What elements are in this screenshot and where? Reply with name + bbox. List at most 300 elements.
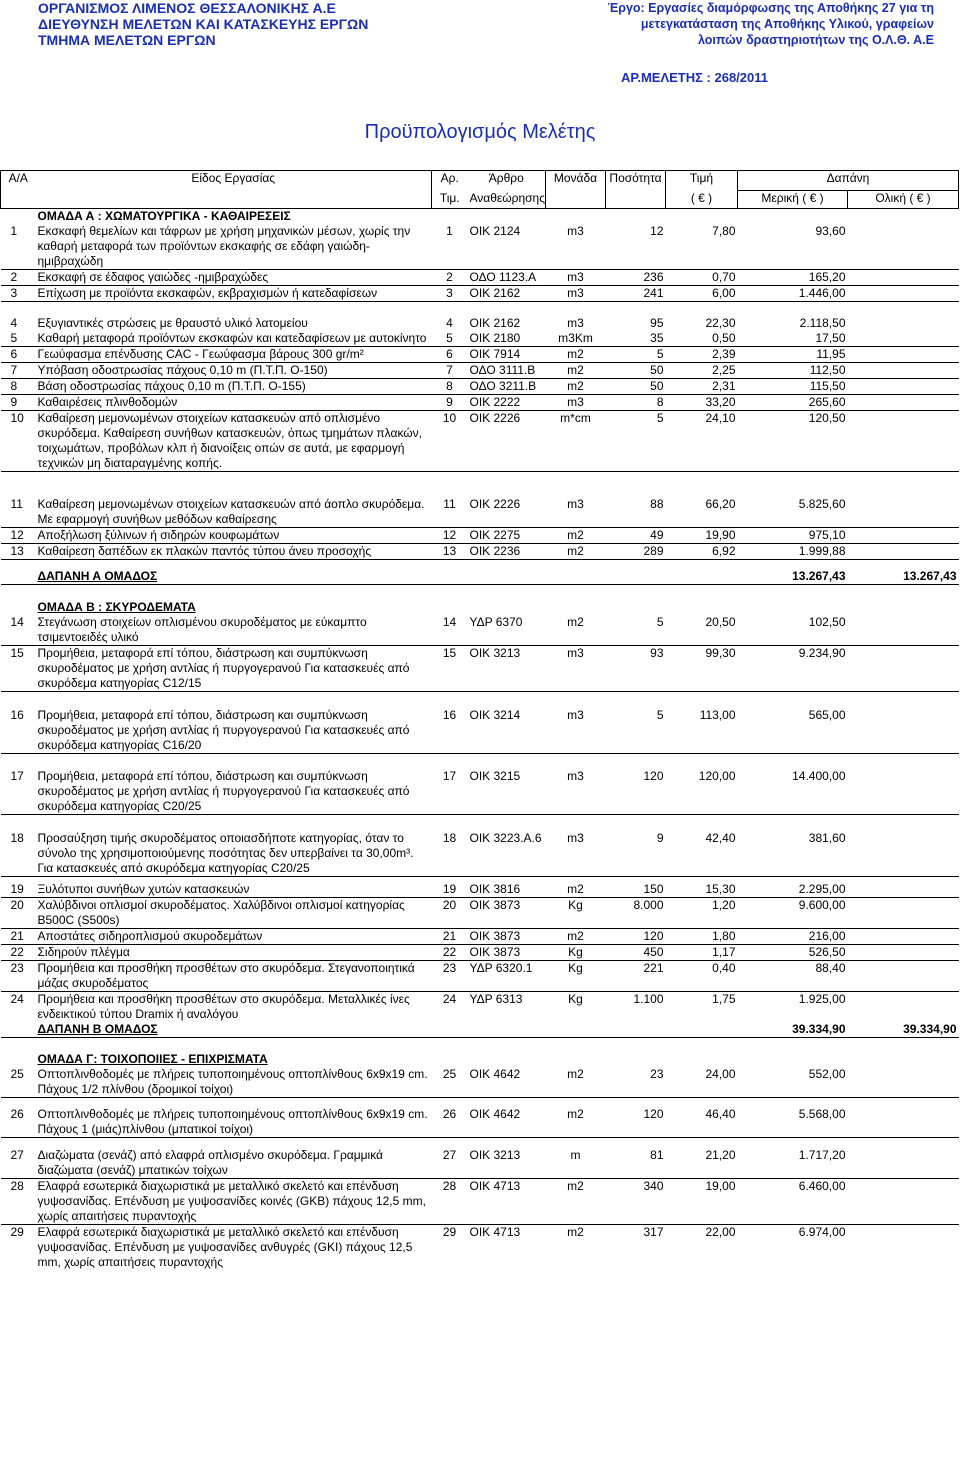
price-number: 11 <box>432 497 468 528</box>
work-description: Οπτοπλινθοδομές με πλήρεις τυποποιημένους οπτοπλίνθους 6x9x19 cm. Πάχους 1 (μιάς)πλίνθου (μπατικοί τοίχοι) <box>36 1107 432 1138</box>
revision-article: ΟΙΚ 3214 <box>468 708 546 754</box>
row-number: 3 <box>1 286 36 302</box>
unit: m <box>546 1148 606 1179</box>
row-number: 19 <box>1 882 36 898</box>
group-total-partial: 13.267,43 <box>738 569 848 585</box>
revision-article: ΟΙΚ 7914 <box>468 346 546 362</box>
price-number: 18 <box>432 831 468 877</box>
row-number: 2 <box>1 270 36 286</box>
price-number: 19 <box>432 882 468 898</box>
partial-cost: 1.925,00 <box>798 992 846 1006</box>
quantity: 49 <box>606 528 666 544</box>
group-cell-blank <box>1 600 36 615</box>
partial-cost: 381,60 <box>738 831 848 877</box>
total-cost <box>848 961 959 992</box>
table-row <box>1 316 959 331</box>
unit: m2 <box>546 615 606 646</box>
revision-article: ΟΔΟ 1123.Α <box>468 270 546 286</box>
price-number: 2 <box>432 270 468 286</box>
unit: m2 <box>546 528 606 544</box>
quantity: 120 <box>606 1107 666 1138</box>
partial-cost: 115,50 <box>738 378 848 394</box>
revision-article: ΟΙΚ 2236 <box>468 544 546 560</box>
col-header-article-2: Αναθεώρησης <box>468 191 546 209</box>
unit-price: 22,00 <box>705 1224 736 1239</box>
project-line-3: λοιπών δραστηριοτήτων της Ο.Λ.Θ. Α.Ε <box>697 33 934 47</box>
unit-price: 20,50 <box>666 615 738 646</box>
total-cost <box>848 331 959 347</box>
partial-cost: 2.295,00 <box>738 882 848 898</box>
unit: m2 <box>546 1067 606 1098</box>
budget-table <box>0 170 959 1270</box>
price-number: 28 <box>432 1178 468 1224</box>
quantity: 5 <box>606 346 666 362</box>
partial-cost: 1.717,20 <box>738 1148 848 1179</box>
row-number: 12 <box>1 528 36 544</box>
price-number: 7 <box>432 362 468 378</box>
table-row <box>1 961 959 992</box>
row-number: 17 <box>1 769 36 815</box>
spacer-cell <box>1 692 959 708</box>
work-description: Εκσκαφή σε έδαφος γαιώδες -ημιβραχώδες <box>36 270 432 286</box>
page-title: Προϋπολογισμός Μελέτης <box>364 121 596 143</box>
unit: m3Km <box>546 331 606 347</box>
work-description: Ξυλότυποι συνήθων χυτών κατασκευών <box>36 882 432 898</box>
partial-cost: 102,50 <box>738 615 848 646</box>
revision-article: ΟΙΚ 2226 <box>468 410 546 471</box>
table-row <box>1 1148 959 1179</box>
unit-price: 2,39 <box>666 346 738 362</box>
table-row <box>1 945 959 961</box>
row-number: 22 <box>1 945 36 961</box>
org-name: ΟΡΓΑΝΙΣΜΟΣ ΛΙΜΕΝΟΣ ΘΕΣΣΑΛΟΝΙΚΗΣ Α.Ε <box>38 0 336 16</box>
work-description: Ελαφρά εσωτερικά διαχωριστικά με μεταλλικό σκελετό και επένδυση γυψοσανίδας. Επένδυση με γυψοσανίδες ανθυγρές (GKI) πάχους 12,5 mm, χωρίς απαιτήσεις πυραντοχής <box>37 1224 413 1269</box>
work-description: Καθαίρεση μεμονωμένων στοιχείων κατασκευών από άοπλο σκυρόδεμα. Με εφαρμογή συνήθων μεθόδων καθαίρεσης <box>36 497 432 528</box>
table-row <box>1 270 959 286</box>
price-number: 8 <box>432 378 468 394</box>
col-header-aa: Α/Α <box>1 171 36 209</box>
revision-article: ΟΙΚ 4713 <box>469 1224 521 1239</box>
total-cost <box>848 410 959 471</box>
spacer-cell <box>1 753 959 769</box>
unit: Kg <box>546 898 606 929</box>
quantity: 93 <box>606 646 666 692</box>
total-cost <box>848 708 959 754</box>
row-number: 23 <box>1 961 36 992</box>
unit: m2 <box>546 544 606 560</box>
table-row <box>1 929 959 945</box>
row-number: 16 <box>1 708 36 754</box>
partial-cost: 120,50 <box>738 410 848 471</box>
col-header-article-1: Άρθρο <box>468 171 546 191</box>
price-number: 14 <box>432 615 468 646</box>
revision-article: ΟΙΚ 3873 <box>468 929 546 945</box>
work-description: Προμήθεια, μεταφορά επί τόπου, διάστρωση και συμπύκνωση σκυροδέματος με χρήση αντλίας ή πυργογερανού Για κατασκευές από σκυρόδεμα κατηγορίας C16/20 <box>36 708 432 754</box>
quantity: 35 <box>606 331 666 347</box>
price-number: 20 <box>432 898 468 929</box>
row-number: 11 <box>1 497 36 528</box>
partial-cost: 17,50 <box>738 331 848 347</box>
quantity: 8.000 <box>606 898 666 929</box>
partial-cost: 165,20 <box>738 270 848 286</box>
unit-price: 46,40 <box>666 1107 738 1138</box>
total-cost <box>848 831 959 877</box>
unit-price: 19,00 <box>666 1178 738 1224</box>
unit-price: 2,31 <box>666 378 738 394</box>
work-description: Προμήθεια, μεταφορά επί τόπου, διάστρωση και συμπύκνωση σκυροδέματος με χρήση αντλίας ή πυργογερανού Για κατασκευές από σκυρόδεμα κατηγορίας C12/15 <box>36 646 432 692</box>
work-description: Υπόβαση οδοστρωσίας πάχους 0,10 m (Π.Τ.Π. Ο-150) <box>36 362 432 378</box>
project-line-2: μετεγκατάσταση της Αποθήκης Υλικού, γραφείων <box>640 17 934 31</box>
study-number: ΑΡ.ΜΕΛΕΤΗΣ : 268/2011 <box>620 70 768 85</box>
row-number: 21 <box>1 929 36 945</box>
quantity: 5 <box>606 615 666 646</box>
work-description: Αποστάτες σιδηροπλισμού σκυροδεμάτων <box>36 929 432 945</box>
partial-cost: 975,10 <box>738 528 848 544</box>
spacer-cell <box>1 1138 959 1148</box>
group-total-total: 39.334,90 <box>848 1022 959 1038</box>
row-number: 1 <box>1 224 36 270</box>
price-number: 29 <box>442 1224 457 1239</box>
total-cost <box>848 945 959 961</box>
total-cost <box>848 286 959 302</box>
table-row <box>1 497 959 528</box>
group-total-partial: 39.334,90 <box>738 1022 848 1038</box>
revision-article: ΟΙΚ 2124 <box>468 224 546 270</box>
quantity: 81 <box>606 1148 666 1179</box>
col-header-partial: Μερική ( € ) <box>738 191 848 209</box>
group-title: ΟΜΑΔΑ Α : ΧΩΜΑΤΟΥΡΓΙΚΑ - ΚΑΘΑΙΡΕΣΕΙΣ <box>37 209 291 223</box>
unit-price: 1,75 <box>712 992 736 1006</box>
price-number: 13 <box>432 544 468 560</box>
unit: m2 <box>546 362 606 378</box>
unit-price: 7,80 <box>666 224 738 270</box>
row-spacer <box>1 753 959 769</box>
group-total-label: ΔΑΠΑΝΗ Β ΟΜΑΔΟΣ <box>36 1022 738 1038</box>
row-number: 28 <box>1 1178 36 1224</box>
unit: m3 <box>546 831 606 877</box>
row-number: 5 <box>1 331 36 347</box>
org-directorate: ΔΙΕΥΘΥΝΣΗ ΜΕΛΕΤΩΝ ΚΑΙ ΚΑΤΑΣΚΕΥΗΣ ΕΡΓΩΝ <box>38 16 369 32</box>
table-row <box>1 882 959 898</box>
revision-article: ΟΙΚ 2180 <box>468 331 546 347</box>
total-cost <box>848 646 959 692</box>
col-header-qty: Ποσότητα <box>606 171 666 209</box>
unit: m3 <box>546 286 606 302</box>
row-spacer <box>1 692 959 708</box>
table-row <box>1 1107 959 1138</box>
row-number: 25 <box>1 1067 36 1098</box>
quantity: 88 <box>606 497 666 528</box>
total-cost <box>848 224 959 270</box>
quantity: 50 <box>606 378 666 394</box>
row-number: 4 <box>10 315 18 330</box>
group-total-row <box>1 1022 959 1038</box>
unit-price: 1,17 <box>666 945 738 961</box>
quantity: 317 <box>643 1224 664 1239</box>
group-spacer <box>1 1038 959 1052</box>
unit: Kg <box>568 992 583 1006</box>
unit: Kg <box>546 961 606 992</box>
revision-article: ΟΙΚ 2162 <box>468 286 546 302</box>
partial-cost: 526,50 <box>738 945 848 961</box>
quantity: 120 <box>606 769 666 815</box>
row-number: 15 <box>1 646 36 692</box>
table-row <box>1 362 959 378</box>
unit: m3 <box>567 315 584 330</box>
work-description: Επίχωση με προϊόντα εκσκαφών, εκβραχισμών ή κατεδαφίσεων <box>36 286 432 302</box>
unit: m3 <box>546 646 606 692</box>
price-number: 9 <box>432 394 468 410</box>
revision-article: ΟΙΚ 3816 <box>468 882 546 898</box>
table-header-row-1 <box>1 171 959 191</box>
col-header-unit: Μονάδα <box>546 171 606 209</box>
quantity: 120 <box>606 929 666 945</box>
partial-cost: 6.460,00 <box>738 1178 848 1224</box>
total-cost <box>848 346 959 362</box>
price-number: 6 <box>432 346 468 362</box>
price-number: 21 <box>432 929 468 945</box>
unit-price: 42,40 <box>666 831 738 877</box>
work-description: Γεωύφασμα επένδυσης CAC - Γεωύφασμα βάρους 300 gr/m² <box>36 346 432 362</box>
group-title-row <box>1 209 959 225</box>
total-cost <box>848 769 959 815</box>
partial-cost: 11,95 <box>738 346 848 362</box>
price-number: 16 <box>432 708 468 754</box>
partial-cost: 14.400,00 <box>738 769 848 815</box>
spacer-cell <box>1 1097 959 1107</box>
price-number: 3 <box>432 286 468 302</box>
revision-article: ΟΙΚ 2275 <box>468 528 546 544</box>
revision-article: ΟΙΚ 2222 <box>468 394 546 410</box>
unit-price: 19,90 <box>666 528 738 544</box>
organization-header <box>38 0 368 48</box>
group-total-row <box>1 569 959 585</box>
unit: m3 <box>546 270 606 286</box>
unit: m*cm <box>546 410 606 471</box>
total-cost <box>848 898 959 929</box>
work-description: Στεγάνωση στοιχείων οπλισμένου σκυροδέματος με εύκαμπτο τσιμεντοειδές υλικό <box>36 615 432 646</box>
work-description: Διαζώματα (σενάζ) από ελαφρά οπλισμένο σκυρόδεμα. Γραμμικά διαζώματα (σενάζ) μπατικών τοίχων <box>36 1148 432 1179</box>
table-row <box>1 1178 959 1224</box>
unit-price: 24,00 <box>666 1067 738 1098</box>
table-row <box>1 831 959 877</box>
partial-cost: 5.568,00 <box>738 1107 848 1138</box>
table-row <box>1 1224 959 1270</box>
row-spacer <box>1 560 959 569</box>
unit: m2 <box>546 378 606 394</box>
revision-article: ΟΙΚ 2226 <box>468 497 546 528</box>
revision-article: ΟΙΚ 3215 <box>468 769 546 815</box>
revision-article: ΟΙΚ 3223.Α.6 <box>468 831 546 877</box>
spacer-cell <box>1 471 959 497</box>
work-description: Ελαφρά εσωτερικά διαχωριστικά με μεταλλικό σκελετό και επένδυση γυψοσανίδας. Επένδυση με γυψοσανίδες κοινές (GKB) πάχους 12,5 mm, χωρίς απαιτήσεις πυραντοχής <box>36 1178 432 1224</box>
total-cost <box>848 992 959 1023</box>
col-header-price-1: Τιμή <box>666 171 738 191</box>
row-number: 6 <box>1 346 36 362</box>
table-row <box>1 331 959 347</box>
row-number: 29 <box>10 1224 24 1239</box>
row-number: 8 <box>1 378 36 394</box>
table-row <box>1 898 959 929</box>
unit-price: 1,20 <box>666 898 738 929</box>
price-number: 1 <box>432 224 468 270</box>
quantity: 23 <box>606 1067 666 1098</box>
revision-article: ΟΙΚ 4642 <box>468 1107 546 1138</box>
partial-cost: 552,00 <box>738 1067 848 1098</box>
work-description: Καθαιρέσεις πλινθοδομών <box>36 394 432 410</box>
unit-price: 2,25 <box>666 362 738 378</box>
total-cost <box>848 1067 959 1098</box>
quantity: 8 <box>606 394 666 410</box>
total-cost <box>848 929 959 945</box>
price-number: 12 <box>432 528 468 544</box>
group-spacer <box>1 584 959 600</box>
revision-article: ΟΙΚ 3873 <box>468 945 546 961</box>
unit-price: 0,40 <box>666 961 738 992</box>
table-row <box>1 1067 959 1098</box>
quantity: 50 <box>606 362 666 378</box>
group-title: ΟΜΑΔΑ Β : ΣΚΥΡΟΔΕΜΑΤΑ <box>37 600 196 614</box>
work-description: Καθαίρεση μεμονωμένων στοιχείων κατασκευών από οπλισμένο σκυρόδεμα. Καθαίρεση συνήθων κατασκευών, όπως τμημάτων πλακών, τοιχωμάτων, προβόλων κλπ ή διανοίξεις οπών σε αυτά, με εφαρμογή τεχνικών μη διαταραγμένης κοπής. <box>36 410 432 471</box>
total-cost <box>848 362 959 378</box>
partial-cost: 88,40 <box>738 961 848 992</box>
row-spacer <box>1 815 959 831</box>
spacer-cell <box>1 1038 959 1052</box>
table-row <box>1 378 959 394</box>
unit-price: 6,92 <box>666 544 738 560</box>
work-description: Καθαίρεση δαπέδων εκ πλακών παντός τύπου άνευ προσοχής <box>36 544 432 560</box>
total-cost <box>848 544 959 560</box>
work-description: Σιδηρούν πλέγμα <box>36 945 432 961</box>
partial-cost: 93,60 <box>738 224 848 270</box>
unit: m2 <box>546 1107 606 1138</box>
quantity: 12 <box>606 224 666 270</box>
row-number: 27 <box>1 1148 36 1179</box>
project-header <box>608 0 934 48</box>
price-number: 15 <box>432 646 468 692</box>
total-cost <box>848 882 959 898</box>
partial-cost: 9.600,00 <box>738 898 848 929</box>
price-number: 23 <box>432 961 468 992</box>
price-number: 4 <box>446 315 453 330</box>
price-number: 24 <box>442 992 457 1006</box>
unit-price: 21,20 <box>666 1148 738 1179</box>
quantity: 5 <box>606 708 666 754</box>
unit: m2 <box>546 346 606 362</box>
row-number: 13 <box>1 544 36 560</box>
quantity: 5 <box>606 410 666 471</box>
project-line-1: Έργο: Εργασίες διαμόρφωσης της Αποθήκης 27 για τη <box>607 1 934 15</box>
table-row <box>1 528 959 544</box>
quantity: 340 <box>606 1178 666 1224</box>
col-header-price-2: ( € ) <box>666 191 738 209</box>
table-row <box>1 708 959 754</box>
partial-cost: 216,00 <box>738 929 848 945</box>
table-row <box>1 410 959 471</box>
price-number: 5 <box>432 331 468 347</box>
table-row <box>1 286 959 302</box>
work-description: Καθαρή μεταφορά προϊόντων εκσκαφών και κατεδαφίσεων με αυτοκίνητο <box>36 331 432 347</box>
partial-cost: 5.825,60 <box>738 497 848 528</box>
table-row <box>1 346 959 362</box>
unit: m3 <box>546 708 606 754</box>
price-number: 26 <box>432 1107 468 1138</box>
row-spacer <box>1 471 959 497</box>
total-cost <box>848 394 959 410</box>
work-description: Προμήθεια και προσθήκη προσθέτων στο σκυρόδεμα. Στεγανοποιητικά μάζας σκυροδέματος <box>36 961 432 992</box>
partial-cost: 9.234,90 <box>738 646 848 692</box>
partial-cost: 112,50 <box>738 362 848 378</box>
quantity: 95 <box>650 315 664 330</box>
work-description: Εκσκαφή θεμελίων και τάφρων με χρήση μηχανικών μέσων, χωρίς την καθαρή μεταφορά των προϊόντων εκσκαφής σε εδάφη γαιώδη-ημιβραχώδη <box>36 224 432 270</box>
revision-article: ΟΔΟ 3111.Β <box>468 362 546 378</box>
group-title: ΟΜΑΔΑ Γ: ΤΟΙΧΟΠΟΙΙΕΣ - ΕΠΙΧΡΙΣΜΑΤΑ <box>37 1051 268 1066</box>
spacer-cell <box>1 560 959 569</box>
unit: m3 <box>546 224 606 270</box>
work-description: Προσαύξηση τιμής σκυροδέματος οποιασδήποτε κατηγορίας, όταν το σύνολο της χρησιμοποιούμενης ποσότητας δεν υπερβαίνει τα 30,00m³. Για κατασκευές από σκυρόδεμα κατηγορίας C20/25 <box>36 831 432 877</box>
unit: m3 <box>546 769 606 815</box>
unit: m2 <box>546 1178 606 1224</box>
table-row <box>1 224 959 270</box>
row-number: 10 <box>1 410 36 471</box>
work-description: Αποξήλωση ξύλινων ή σιδηρών κουφωμάτων <box>36 528 432 544</box>
row-number: 20 <box>1 898 36 929</box>
table-row <box>1 646 959 692</box>
partial-cost: 1.446,00 <box>738 286 848 302</box>
total-cell-blank <box>1 1022 36 1038</box>
total-cost <box>848 1178 959 1224</box>
row-spacer <box>1 1138 959 1148</box>
total-cost <box>848 1148 959 1179</box>
unit-price: 1,80 <box>666 929 738 945</box>
quantity: 289 <box>606 544 666 560</box>
total-cost <box>848 528 959 544</box>
quantity: 1.100 <box>633 992 664 1006</box>
quantity: 236 <box>606 270 666 286</box>
price-number: 22 <box>432 945 468 961</box>
table-row <box>1 992 959 1023</box>
unit: m2 <box>546 929 606 945</box>
work-description: Προμήθεια και προσθήκη προσθέτων στο σκυρόδεμα. Μεταλλικές ίνες ενδεικτικού τύπου Dramix ή αναλόγου <box>37 992 410 1021</box>
group-total-total: 13.267,43 <box>848 569 959 585</box>
unit-price: 15,30 <box>666 882 738 898</box>
price-number: 27 <box>432 1148 468 1179</box>
unit-price: 0,70 <box>666 270 738 286</box>
unit: m2 <box>567 1224 584 1239</box>
group-title-row <box>1 600 959 615</box>
total-cost <box>848 615 959 646</box>
table-row <box>1 544 959 560</box>
quantity: 9 <box>606 831 666 877</box>
row-number: 9 <box>1 394 36 410</box>
quantity: 150 <box>606 882 666 898</box>
spacer-cell <box>1 584 959 600</box>
spacer-cell <box>1 302 959 316</box>
row-number: 26 <box>1 1107 36 1138</box>
col-header-work: Είδος Εργασίας <box>36 171 432 209</box>
partial-cost: 2.118,50 <box>799 315 846 330</box>
row-spacer <box>1 302 959 316</box>
row-spacer <box>1 1097 959 1107</box>
unit-price: 113,00 <box>666 708 738 754</box>
unit: m3 <box>546 497 606 528</box>
row-number: 24 <box>10 992 24 1006</box>
total-cost <box>848 316 959 331</box>
revision-article: ΟΙΚ 3873 <box>468 898 546 929</box>
revision-article: ΟΙΚ 3213 <box>468 1148 546 1179</box>
unit-price: 66,20 <box>666 497 738 528</box>
unit-price: 6,00 <box>666 286 738 302</box>
